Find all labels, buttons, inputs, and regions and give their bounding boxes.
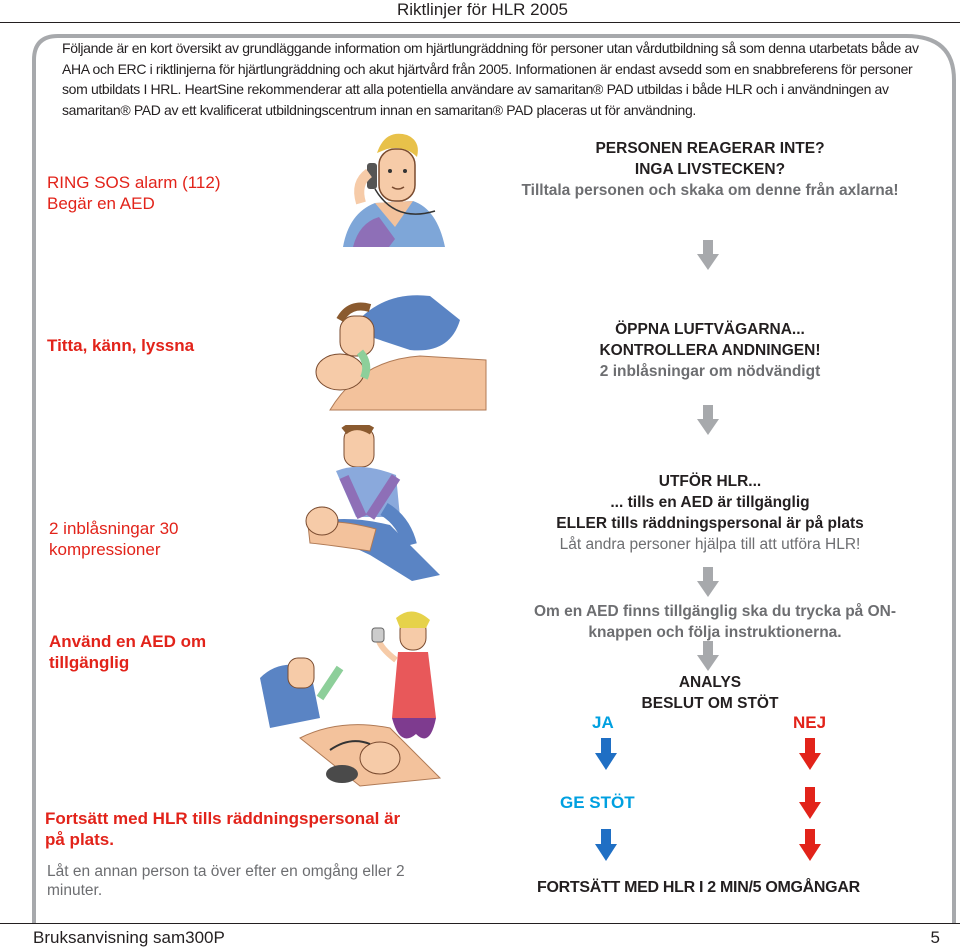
step3-label <box>49 518 178 560</box>
yes-label: JA <box>592 713 614 732</box>
step3-label-line1: 2 inblåsningar 30 <box>49 519 179 538</box>
analysis-label: ANALYS <box>678 674 742 691</box>
step3-line2: ... tills en AED är tillgänglig <box>610 494 810 511</box>
cpr-compression-illustration <box>300 425 450 585</box>
arrow-down-icon-blue <box>595 738 617 770</box>
step4-line1: Om en AED finns tillgänglig ska du trycka på ON- <box>533 603 897 620</box>
step5-note-line1: Låt en annan person ta över efter en omgång eller 2 <box>47 863 405 880</box>
step5-note-line2: minuter. <box>47 882 103 899</box>
arrow-down-icon-red <box>799 829 821 861</box>
arrow-down-icon-red <box>799 738 821 770</box>
aed-use-illustration <box>240 608 445 788</box>
step5-note <box>47 862 447 900</box>
step1-label-line2: Begär en AED <box>47 194 155 213</box>
final-instruction: FORTSÄTT MED HLR I 2 MIN/5 OMGÅNGAR <box>537 879 860 896</box>
page-number: 5 <box>930 928 940 947</box>
footer-manual-title: Bruksanvisning sam300P <box>33 928 225 947</box>
step3-text <box>510 471 910 555</box>
step5-label-line2: på plats. <box>45 830 114 849</box>
give-shock-label: GE STÖT <box>560 793 635 812</box>
step2-text <box>520 319 900 382</box>
step5-label-line1: Fortsätt med HLR tills räddningspersonal är <box>45 809 401 828</box>
intro-paragraph-2: HeartSine rekommenderar att alla potentiella användare av samaritan® PAD utbildas i både HLR och i användningen av samaritan® PAD av ett kvalificerat utbildningscentrum innan en samaritan® PAD placeras ut för användning. <box>62 81 889 118</box>
shock-decision-label: BESLUT OM STÖT <box>641 695 779 712</box>
step4-text <box>505 601 925 643</box>
step1-label-line1: RING SOS alarm (112) <box>47 173 221 192</box>
step4-label-line1: Använd en AED om <box>49 632 207 651</box>
footer-rule <box>0 923 960 924</box>
step3-label-line2: kompressioner <box>49 540 161 559</box>
phone-call-illustration <box>335 127 455 247</box>
step2-line1: ÖPPNA LUFTVÄGARNA... <box>615 321 805 338</box>
intro-paragraph-1: Följande är en kort översikt av grundläggande information om hjärtlungräddning för personer utan vårdutbildning så som denna utarbetats både av AHA och ERC i riktlinjerna för hjärtlungräddning och akut hjärtvård från 2005. Informationen är endast avsedd som en snabbreferens för personer som utbildats I HRL. <box>62 40 919 97</box>
arrow-down-icon <box>697 240 719 270</box>
step1-line1: PERSONEN REAGERAR INTE? <box>595 140 825 157</box>
step3-line3: ELLER tills räddningspersonal är på plats <box>556 515 864 532</box>
step2-line2: KONTROLLERA ANDNINGEN! <box>599 342 821 359</box>
arrow-down-icon <box>697 567 719 597</box>
step1-text <box>500 138 920 201</box>
step2-label: Titta, känn, lyssna <box>47 336 195 355</box>
step1-line3: Tilltala personen och skaka om denne från axlarna! <box>521 182 899 199</box>
step2-line3: 2 inblåsningar om nödvändigt <box>599 363 821 380</box>
step1-line2: INGA LIVSTECKEN? <box>634 161 786 178</box>
intro-text <box>62 38 922 120</box>
arrow-down-icon-blue <box>595 829 617 861</box>
arrow-down-icon-red <box>799 787 821 819</box>
step4-line2: knappen och följa instruktionerna. <box>588 624 842 641</box>
analysis-block <box>600 672 820 714</box>
arrow-down-icon <box>697 641 719 671</box>
step1-label <box>47 172 221 214</box>
page-header-title: Riktlinjer för HLR 2005 <box>396 0 568 19</box>
step4-label-line2: tillgänglig <box>49 653 130 672</box>
arrow-down-icon <box>697 405 719 435</box>
airway-check-illustration <box>300 290 490 420</box>
no-label: NEJ <box>793 713 827 732</box>
step4-label <box>49 631 206 673</box>
step3-line1: UTFÖR HLR... <box>658 473 762 490</box>
step3-line4: Låt andra personer hjälpa till att utföra HLR! <box>559 536 861 553</box>
step5-label <box>45 808 465 850</box>
